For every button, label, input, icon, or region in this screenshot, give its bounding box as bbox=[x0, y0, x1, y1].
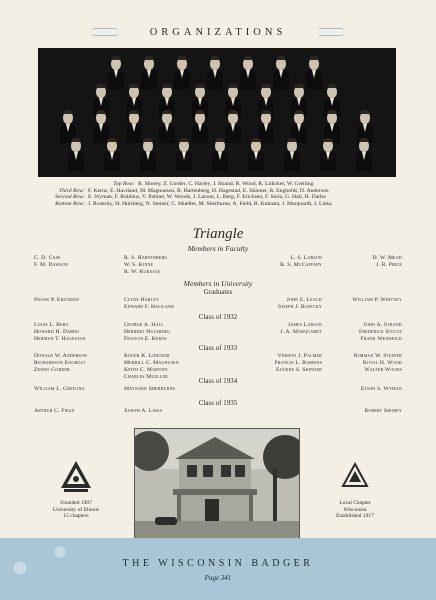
photo-person bbox=[192, 112, 208, 143]
member-name: Herbert Hulsberg bbox=[124, 329, 170, 335]
photo-person bbox=[212, 140, 228, 171]
faculty-name: D. W. Mead bbox=[372, 255, 402, 261]
member-name: Joseph J. Rosecky bbox=[277, 304, 322, 310]
photo-person bbox=[176, 140, 192, 171]
photo-person bbox=[284, 140, 300, 171]
photo-person bbox=[225, 112, 241, 143]
faculty-name: C. D. Case bbox=[34, 255, 61, 261]
photo-person bbox=[141, 58, 157, 89]
faculty-name: F. M. Dawson bbox=[34, 262, 69, 268]
photo-person bbox=[258, 112, 274, 143]
photo-person bbox=[248, 140, 264, 171]
member-name: Charles Mueller bbox=[124, 374, 168, 380]
chapter-house-photograph bbox=[134, 428, 300, 542]
member-name: Maynard Sherburne bbox=[124, 386, 176, 392]
member-name: Eugene S. Skinner bbox=[276, 367, 322, 373]
photo-person bbox=[126, 112, 142, 143]
member-name: Francis L. Robbins bbox=[274, 360, 322, 366]
photo-person bbox=[320, 140, 336, 171]
member-name: John A. Strand bbox=[363, 322, 402, 328]
caption-bottom-row: Bottom Row: J. Rosecky, H. Hulsberg, N. Steiner, C. Mueller, M. Sherburne, A. Field, R. Kubasta, J. Marquardt, J. Liska bbox=[55, 201, 332, 208]
member-name: Howard H. Darbo bbox=[34, 329, 80, 335]
faculty-name: R. W. Kubasta bbox=[124, 269, 161, 275]
faculty-name: J. R. Price bbox=[376, 262, 402, 268]
local-chapter-note: Local Chapter Wisconsin Established 1917 bbox=[336, 500, 374, 519]
photo-person bbox=[104, 140, 120, 171]
member-name: Frank P. Erichsen bbox=[34, 297, 80, 303]
member-name: Norman W. Steiner bbox=[353, 353, 402, 359]
member-name: Robert Shorey bbox=[364, 408, 402, 414]
member-name: Merrill C. Magnusen bbox=[124, 360, 179, 366]
caption-second-row: Second Row: E. Wyman, F. Robbins, V. Palmer, W. Woods, J. Larson, L. Berg, F. Erichsen, F. Stolz, G. Hall, H. Darbo bbox=[55, 194, 326, 201]
member-name: Louis L. Berg bbox=[34, 322, 69, 328]
member-name: Edward F. Haviland bbox=[124, 304, 175, 310]
publication-title: THE WISCONSIN BADGER bbox=[122, 558, 314, 569]
member-name: James Larson bbox=[287, 322, 322, 328]
member-name: George A. Hall bbox=[124, 322, 164, 328]
photo-person bbox=[108, 58, 124, 89]
caption-third-row: Third Row: F. Kerns, E. Haviland, M. Magnusson, R. Hartenberg, H. Hagestad, E. Skinner, R. Engholdt, D. Anderson bbox=[59, 187, 329, 194]
faculty-name: R. S. McCaffery bbox=[280, 262, 322, 268]
member-name: William L. Greiling bbox=[34, 386, 85, 392]
photo-person bbox=[240, 58, 256, 89]
graduates-heading: Graduates bbox=[203, 288, 233, 296]
class-1935-heading: Class of 1935 bbox=[198, 399, 238, 407]
member-name: Zenno Gorder bbox=[34, 367, 70, 373]
member-name: Francis E. Kerns bbox=[124, 336, 167, 342]
section-title: ORGANIZATIONS bbox=[149, 27, 287, 38]
member-name: Arthur C. Field bbox=[34, 408, 75, 414]
photo-person bbox=[306, 58, 322, 89]
faculty-heading: Members in Faculty bbox=[187, 244, 249, 253]
university-heading: Members in University bbox=[183, 279, 253, 288]
member-name: Vernon J. Palmer bbox=[277, 353, 322, 359]
member-name: Frank Weinhold bbox=[360, 336, 402, 342]
member-name: Herman T. Hagestad bbox=[34, 336, 86, 342]
photo-person bbox=[68, 140, 84, 171]
photo-person bbox=[159, 112, 175, 143]
faculty-name: L. S. Larson bbox=[290, 255, 322, 261]
member-name: Keith C. Martiny bbox=[124, 367, 169, 373]
faculty-name: R. S. Hartenberg bbox=[124, 255, 168, 261]
member-name: Clyde Harley bbox=[124, 297, 160, 303]
member-name: J. A. Marquardt bbox=[280, 329, 322, 335]
photo-person bbox=[93, 112, 109, 143]
class-1932-heading: Class of 1932 bbox=[198, 313, 238, 321]
member-name: Joseph A. Liska bbox=[124, 408, 163, 414]
member-name: John E. Leach bbox=[286, 297, 322, 303]
photo-person bbox=[356, 140, 372, 171]
page-number: Page 341 bbox=[204, 574, 232, 582]
photo-person bbox=[207, 58, 223, 89]
group-photograph bbox=[38, 48, 396, 177]
member-name: William P. Whitney bbox=[352, 297, 402, 303]
member-name: Royal H. Wood bbox=[362, 360, 402, 366]
member-name: Frederick Stoltz bbox=[358, 329, 402, 335]
founded-note: Founded 1907 University of Illinois 15 chapters bbox=[52, 500, 100, 519]
caption-top-row: Top Row: R. Shorey, Z. Gorder, C. Harley, J. Strand, R. Wood, R. Lidicker, W. Greiling bbox=[113, 181, 314, 187]
photo-caption bbox=[40, 181, 396, 208]
member-name: Donald W. Anderson bbox=[34, 353, 88, 359]
page-header bbox=[0, 22, 436, 42]
member-name: Walter Woods bbox=[364, 367, 402, 373]
photo-person bbox=[140, 140, 156, 171]
class-1933-heading: Class of 1933 bbox=[198, 344, 238, 352]
member-name: Roger K. Lidicker bbox=[124, 353, 170, 359]
chapter-crest-icon bbox=[341, 462, 369, 490]
photo-person bbox=[273, 58, 289, 89]
member-name: Richardson Engholt bbox=[34, 360, 86, 366]
photo-person bbox=[174, 58, 190, 89]
chapter-name: Triangle bbox=[192, 226, 244, 242]
footer-decorative-band bbox=[0, 538, 436, 600]
faculty-name: W. S. Kinne bbox=[124, 262, 154, 268]
fraternity-crest-icon bbox=[58, 458, 94, 494]
member-name: Elwin S. Wyman bbox=[360, 386, 402, 392]
class-1934-heading: Class of 1934 bbox=[198, 377, 238, 385]
